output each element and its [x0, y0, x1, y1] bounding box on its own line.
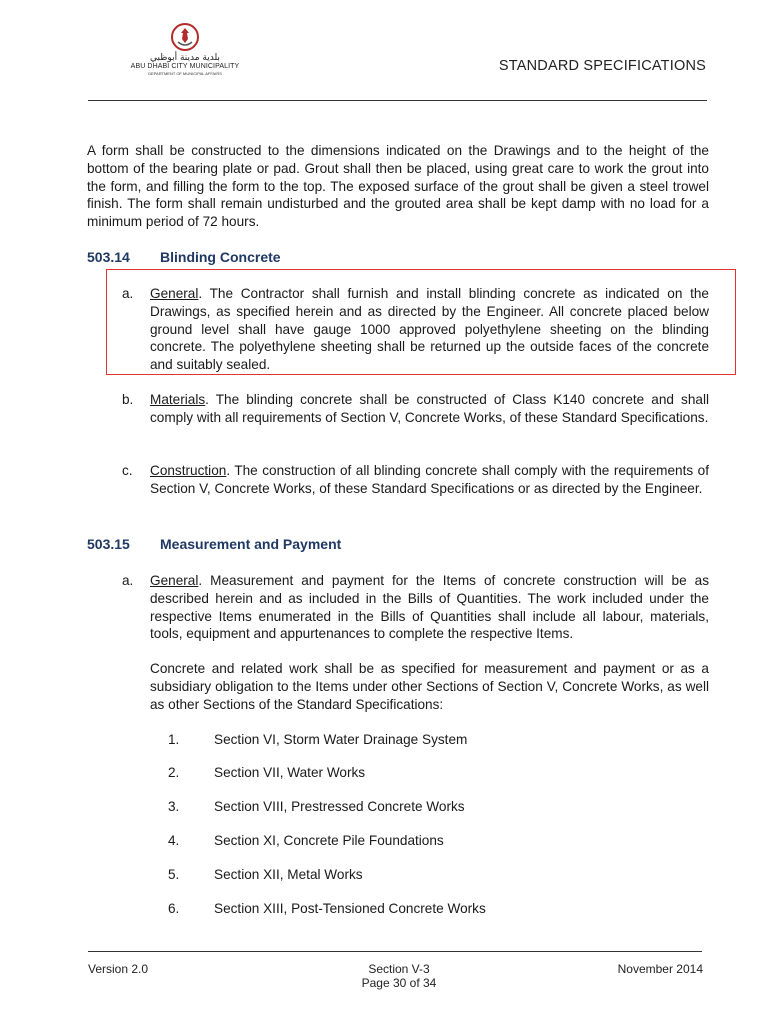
section-title: Measurement and Payment: [160, 536, 342, 552]
footer-date: November 2014: [617, 962, 703, 976]
list-text: Section XIII, Post-Tensioned Concrete Works: [214, 901, 486, 916]
item-body: . Measurement and payment for the Items of concrete construction will be as described herein and as included in the Bills of Quantities. The work included under the respective Items enumerated in the Bills of Quantities shall include all labour, materials, tools, equipment and appurtenances to complete the respective Items.: [150, 573, 709, 642]
section-title: Blinding Concrete: [160, 249, 281, 265]
list-item-construction: [122, 462, 709, 498]
logo-arabic-name: بلدية مدينة أبوظبي: [150, 53, 220, 63]
logo-english-name: ABU DHABI CITY MUNICIPALITY: [130, 63, 240, 70]
footer-section-page: [284, 962, 514, 990]
list-number: 4.: [168, 833, 180, 848]
list-number: 1.: [168, 732, 180, 747]
list-number: 5.: [168, 867, 180, 882]
related-work-paragraph: Concrete and related work shall be as specified for measurement and payment or as a subsidiary obligation to the Items under other Sections of Section V, Concrete Works, as well as other Sections of the Standard Specifications:: [150, 661, 709, 712]
section-heading-503-14: [87, 249, 487, 267]
item-label: a.: [122, 573, 134, 588]
item-text: [150, 285, 709, 374]
list-text: Section VI, Storm Water Drainage System: [214, 732, 468, 747]
footer-divider: [88, 951, 702, 952]
item-term: General: [150, 573, 199, 588]
header-divider: [88, 100, 707, 101]
footer-page-number: Page 30 of 34: [361, 976, 437, 990]
list-item-materials: [122, 391, 709, 427]
item-term: Construction: [150, 463, 227, 478]
item-body: . The construction of all blinding concrete shall comply with the requirements of Section V, Concrete Works, of these Standard Specifications or as directed by the Engineer.: [150, 463, 709, 496]
item-text: [150, 462, 709, 498]
list-item-general: [122, 285, 709, 374]
section-number: 503.15: [87, 536, 130, 552]
item-term: Materials: [150, 392, 206, 407]
list-item-measurement-general: [122, 572, 709, 643]
list-number: 6.: [168, 901, 180, 916]
list-number: 3.: [168, 799, 180, 814]
logo-department: DEPARTMENT OF MUNICIPAL AFFAIRS: [148, 71, 222, 76]
item-body: . The blinding concrete shall be constructed of Class K140 concrete and shall comply with all requirements of Section V, Concrete Works, of these Standard Specifications.: [150, 392, 709, 425]
list-number: 2.: [168, 765, 180, 780]
item-term: General: [150, 286, 199, 301]
item-text: [150, 572, 709, 643]
item-text: [150, 391, 709, 427]
list-text: Section VII, Water Works: [214, 765, 366, 780]
section-heading-503-15: [87, 536, 487, 554]
footer-section: Section V-3: [368, 962, 430, 976]
list-text: Section XI, Concrete Pile Foundations: [214, 833, 444, 848]
item-label: c.: [122, 463, 133, 478]
section-number: 503.14: [87, 249, 130, 265]
list-text: Section XII, Metal Works: [214, 867, 363, 882]
document-title: STANDARD SPECIFICATIONS: [498, 58, 706, 74]
item-body: . The Contractor shall furnish and install blinding concrete as indicated on the Drawings, as specified herein and as directed by the Engineer. All concrete placed below ground level shall have gauge 1000 approved polyethylene sheeting on the blinding concrete. The polyethylene sheeting shall be returned up the outside faces of the concrete and suitably sealed.: [150, 286, 709, 373]
item-label: a.: [122, 286, 134, 301]
list-text: Section VIII, Prestressed Concrete Works: [214, 799, 465, 814]
falcon-emblem-icon: [170, 22, 200, 52]
municipality-logo: [126, 22, 244, 92]
intro-paragraph: A form shall be constructed to the dimensions indicated on the Drawings and to the height of the bottom of the bearing plate or pad. Grout shall then be placed, using great care to work the grout into the form, and filling the form to the top. The exposed surface of the grout shall be given a steel trowel finish. The form shall remain undisturbed and the grouted area shall be kept damp with no load for a minimum period of 72 hours.: [87, 143, 709, 230]
item-label: b.: [122, 392, 134, 407]
footer-version: Version 2.0: [88, 962, 149, 976]
